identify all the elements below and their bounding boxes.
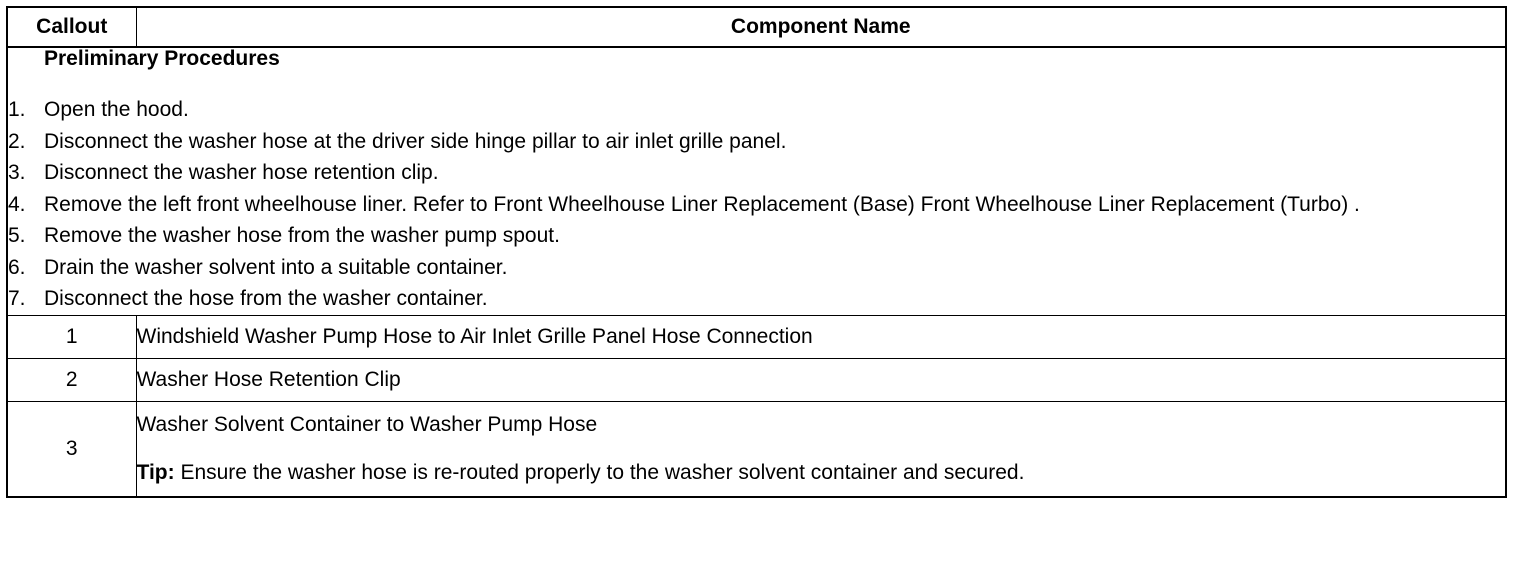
step-number: 1.	[8, 98, 26, 121]
header-row	[7, 7, 1506, 47]
step-text: Remove the left front wheelhouse liner. Refer to Front Wheelhouse Liner Replacement (Base) Front Wheelhouse Liner Replacement (Turbo) .	[44, 192, 1360, 216]
callout-column-header: Callout	[7, 7, 136, 47]
tip-note	[137, 461, 1506, 485]
preliminary-steps-list	[8, 94, 1505, 315]
preliminary-procedures-title: Preliminary Procedures	[44, 47, 280, 70]
step-text: Remove the washer hose from the washer pump spout.	[44, 224, 560, 247]
list-item	[8, 252, 1505, 284]
callout-cell: 3	[7, 401, 136, 497]
step-number: 4.	[8, 192, 26, 216]
step-number: 5.	[8, 224, 26, 247]
tip-label: Tip:	[136, 460, 175, 484]
preliminary-procedures-cell	[7, 47, 1506, 315]
callout-cell: 2	[7, 358, 136, 401]
list-item	[8, 157, 1505, 189]
step-text: Disconnect the washer hose at the driver side hinge pillar to air inlet grille panel.	[44, 129, 787, 153]
step-text: Disconnect the washer hose retention clip.	[44, 161, 439, 184]
step-text: Open the hood.	[44, 98, 189, 121]
table-row	[7, 315, 1506, 358]
step-text: Disconnect the hose from the washer container.	[44, 287, 488, 310]
component-name-cell: Washer Hose Retention Clip	[136, 358, 1506, 401]
procedure-table	[6, 6, 1507, 498]
component-name-cell: Windshield Washer Pump Hose to Air Inlet Grille Panel Hose Connection	[136, 315, 1506, 358]
callout-cell: 1	[7, 315, 136, 358]
step-number: 6.	[8, 255, 26, 279]
step-number: 2.	[8, 129, 26, 153]
step-text: Drain the washer solvent into a suitable container.	[44, 255, 508, 279]
list-item	[8, 189, 1505, 221]
list-item	[8, 126, 1505, 158]
tip-text: Ensure the washer hose is re-routed properly to the washer solvent container and secured.	[174, 460, 1025, 484]
table-row	[7, 401, 1506, 497]
step-number: 7.	[8, 287, 26, 310]
component-name-cell	[136, 401, 1506, 497]
preliminary-procedures-row	[7, 47, 1506, 315]
list-item	[8, 94, 1505, 126]
component-name-column-header: Component Name	[136, 7, 1506, 47]
table-row	[7, 358, 1506, 401]
list-item	[8, 220, 1505, 252]
component-name-text: Washer Solvent Container to Washer Pump Hose	[136, 412, 598, 436]
step-number: 3.	[8, 161, 26, 184]
list-item	[8, 283, 1505, 315]
